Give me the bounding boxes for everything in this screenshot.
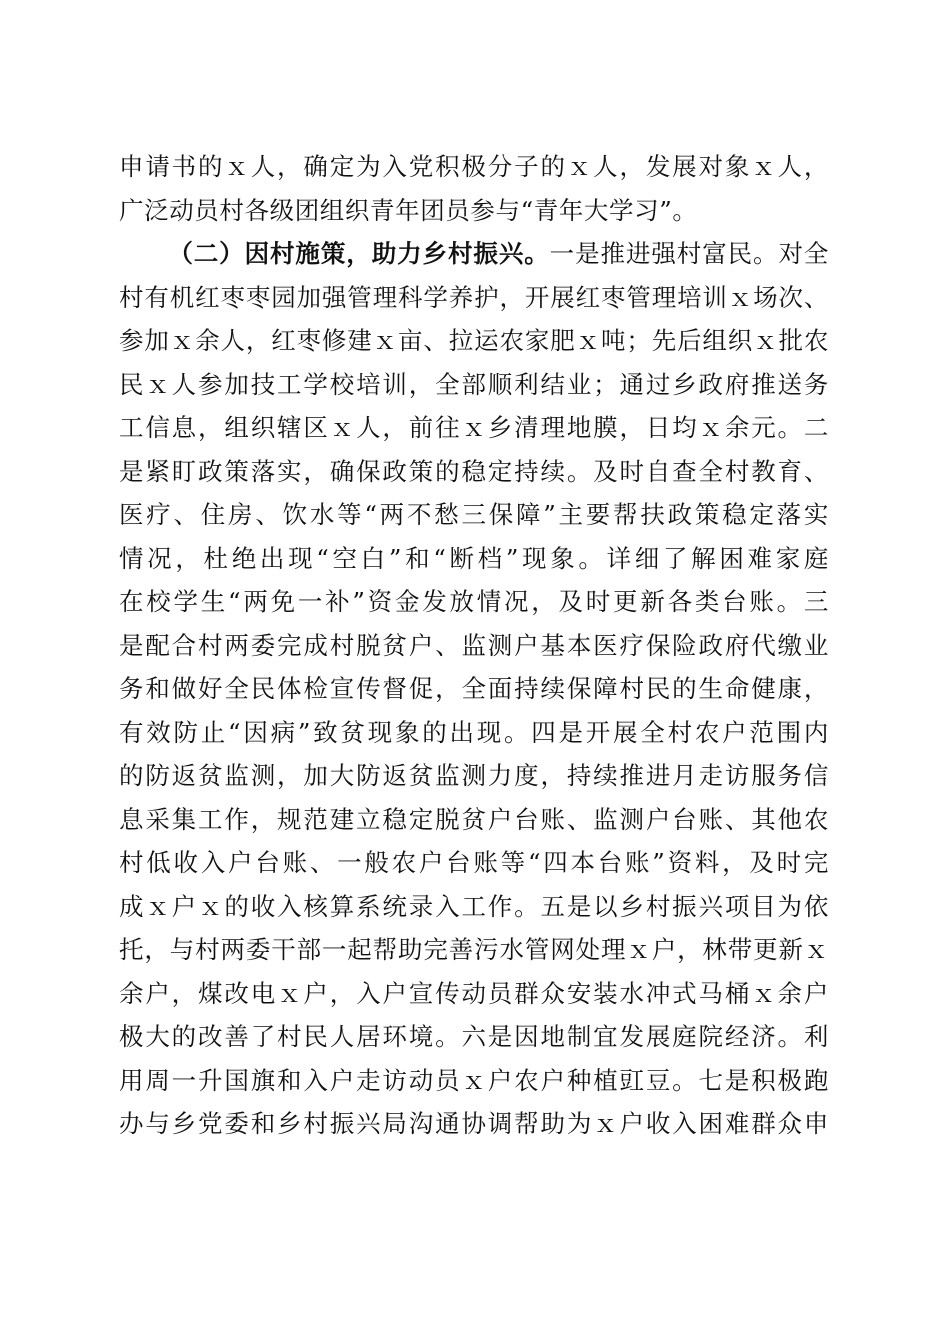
- paragraph-2-line: 医疗、住房、饮水等“两不愁三保障”主要帮扶政策稳定落实: [119, 500, 829, 529]
- paragraph-2-line: 用周一升国旗和入户走访动员ｘ户农户种植豇豆。七是积极跑: [119, 1065, 829, 1095]
- paragraph-2-line: 有效防止“因病”致贫现象的出现。四是开展全村农户范围内: [119, 717, 829, 747]
- body-text: [119, 145, 829, 1146]
- paragraph-2-line: 成ｘ户ｘ的收入核算系统录入工作。五是以乡村振兴项目为依: [119, 891, 829, 921]
- paragraph-2-line: 情况，杜绝出现“空白”和“断档”现象。详细了解困难家庭: [119, 543, 829, 573]
- paragraph-2-first-line-rest: 一是推进强村富民。对全: [549, 239, 829, 268]
- paragraph-1-line-2: 广泛动员村各级团组织青年团员参与“青年大学习”。: [119, 195, 698, 225]
- paragraph-2-line: 民ｘ人参加技工学校培训，全部顺利结业；通过乡政府推送务: [119, 369, 829, 399]
- paragraph-2-line: 托，与村两委干部一起帮助完善污水管网处理ｘ户，林带更新ｘ: [119, 935, 829, 964]
- paragraph-2-line: 务和做好全民体检宣传督促，全面持续保障村民的生命健康，: [119, 674, 829, 703]
- section-heading: （二）因村施策，助力乡村振兴。: [168, 239, 550, 268]
- paragraph-2-line: 办与乡党委和乡村振兴局沟通协调帮助为ｘ户收入困难群众申: [119, 1109, 829, 1138]
- paragraph-2-first-line: [119, 232, 829, 276]
- paragraph-2-line: 在校学生“两免一补”资金发放情况，及时更新各类台账。三: [119, 587, 829, 616]
- paragraph-2-line: 是紧盯政策落实，确保政策的稳定持续。及时自查全村教育、: [119, 456, 829, 486]
- paragraph-2-line: 的防返贫监测，加大防返贫监测力度，持续推进月走访服务信: [119, 761, 829, 790]
- paragraph-2-line: 参加ｘ余人，红枣修建ｘ亩、拉运农家肥ｘ吨；先后组织ｘ批农: [119, 326, 829, 355]
- paragraph-1-line-1: 申请书的ｘ人，确定为入党积极分子的ｘ人，发展对象ｘ人，: [119, 152, 829, 181]
- paragraph-2-line: 工信息，组织辖区ｘ人，前往ｘ乡清理地膜，日均ｘ余元。二: [119, 413, 829, 442]
- paragraph-2-line: 村低收入户台账、一般农户台账等“四本台账”资料，及时完: [119, 848, 829, 877]
- paragraph-2-line: 村有机红枣枣园加强管理科学养护，开展红枣管理培训ｘ场次、: [119, 282, 829, 312]
- paragraph-2-line: 极大的改善了村民人居环境。六是因地制宜发展庭院经济。利: [119, 1022, 829, 1051]
- paragraph-2-line: 余户，煤改电ｘ户，入户宣传动员群众安装水冲式马桶ｘ余户: [119, 978, 829, 1008]
- paragraph-2-line: 是配合村两委完成村脱贫户、监测户基本医疗保险政府代缴业: [119, 630, 829, 660]
- paragraph-2-line: 息采集工作，规范建立稳定脱贫户台账、监测户台账、其他农: [119, 804, 829, 834]
